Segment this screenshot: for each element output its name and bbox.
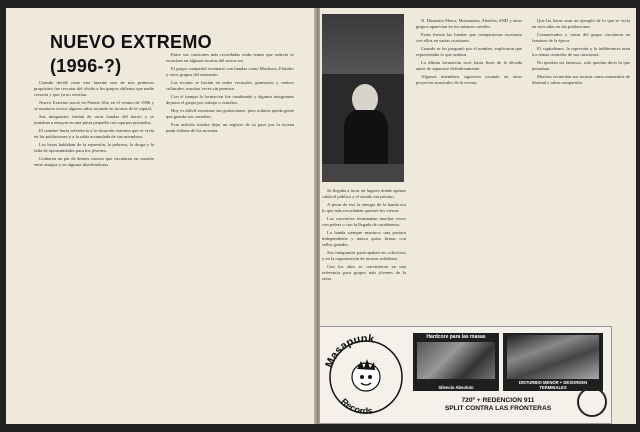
paragraph: Estas fueron las bandas que compartieron escenario con ellos en varias ocasiones.: [416, 31, 522, 44]
ad-headline: [413, 397, 583, 413]
paragraph: El capitalismo, la represión y la indiferencia eran los temas centrales de sus canciones.: [532, 45, 630, 58]
paragraph: Hoy es difícil encontrar sus grabaciones, pero todavía queda gente que guarda sus cassettes.: [166, 107, 294, 119]
paragraph: Las letras hablaban de la represión, la pobreza, la droga y la falta de oportunidades para los jóvenes.: [34, 141, 154, 154]
paragraph: El grupo compartió escenario con bandas como Machuca, Fiskales y otros grupos del momento.: [166, 65, 294, 78]
paragraph: Nuevo Extremo nació en Puente Alto en el verano de 1996 y se mantuvo activo algunos años tocando en tocatas de la capital.: [34, 100, 154, 112]
paragraph: Cuando se les preguntó por el nombre, explicaron que representaba lo que sentían.: [416, 45, 522, 58]
paragraph: Algunos miembros siguieron tocando en otros proyectos musicales de la escena.: [416, 73, 522, 85]
paragraph: Sus integrantes venían de otras bandas del barrio y se juntaban a ensayar en una pieza pequeña con equipos prestados.: [34, 114, 154, 126]
cover-subtitle: DISTURBIO MENOR + DESORDEN TERMINALES: [518, 380, 588, 390]
right-column-3: [532, 18, 630, 318]
paragraph: Muchos recuerdan sus tocatas como momentos de libertad y rabia compartida.: [532, 73, 630, 85]
album-cover-right: [503, 333, 603, 391]
paragraph: El nombre hacía referencia a la situación extrema que se vivía en las poblaciones y a la rabia acumulada de sus miembros.: [34, 127, 154, 140]
paragraph: Sus integrantes participaban en colectivos y en la organización de tocatas solidarias.: [322, 249, 406, 262]
ad-headline-line1: 720º + REDENCION 911: [461, 397, 535, 404]
left-page: [6, 8, 316, 424]
paragraph: Grabaron un par de demos caseros que circularon en cassette entre amigos y en algunas distribuidoras.: [34, 155, 154, 167]
paragraph: A pesar de eso la energía de la banda era lo que más recordaban quienes los vieron.: [322, 201, 406, 214]
article-title-years: (1996-?): [50, 56, 122, 76]
cover-subtitle: Silencio Absoluto: [438, 385, 474, 390]
band-photo: [322, 14, 404, 182]
masapunk-logo-icon: [321, 331, 411, 419]
ad-headline-line2: SPLIT CONTRA LAS FRONTERAS: [444, 405, 552, 412]
right-column-1: [322, 188, 406, 318]
svg-text:Masapunk: Masapunk: [323, 332, 375, 370]
stamp-icon: [577, 387, 607, 417]
left-column-1: [34, 80, 154, 420]
right-page: [320, 8, 636, 424]
paragraph: Con los años se convirtieron en una referencia para grupos más jóvenes de la zona.: [322, 263, 406, 282]
paragraph: Comunicados y cartas del grupo circularon en fanzines de la época.: [532, 31, 630, 44]
paragraph: Con el tiempo la formación fue cambiando y algunos integrantes dejaron el grupo por trabajo o estudios.: [166, 93, 294, 105]
article-title: NUEVO EXTREMO: [50, 32, 212, 52]
cover-title: Hardcore para las masas: [426, 334, 486, 340]
paragraph: Las tocatas se hacían en sedes vecinales, gimnasios y centros culturales, muchas veces sin permiso.: [166, 79, 294, 92]
paragraph: Este artículo intenta dejar un registro de su paso por la escena punk chilena de los noventa.: [166, 121, 294, 133]
paragraph: N. Dinamita Motor, Mortanotas, Abuelos, SND y otros grupos aparecían en los mismos carteles.: [416, 18, 522, 30]
paragraph: Entre sus canciones más recordadas están temas que todavía se escuchan en algunas tocatas del sector sur.: [166, 52, 294, 64]
paragraph: Los conciertos terminaban muchas veces con peleas o con la llegada de carabineros.: [322, 215, 406, 228]
paragraph: No querían ser famosos, solo querían decir lo que pensaban.: [532, 59, 630, 71]
paragraph: Que las letras sean un ejemplo de lo que se vivía en esos años en las poblaciones.: [532, 18, 630, 30]
paragraph: La banda siempre mantuvo una postura independiente y nunca quiso firmar con sellos grandes.: [322, 229, 406, 248]
album-cover-left: [413, 333, 499, 391]
left-column-2: [166, 52, 294, 420]
paragraph: La última formación tocó hasta fines de la década antes de separarse definitivamente.: [416, 59, 522, 71]
right-column-2: [416, 18, 522, 318]
paragraph: Cuando decidí crear este fanzine uno de mis primeros propósitos fue rescatar del olvido a los grupos chilenos que nadie conocía y que ya no existían.: [34, 80, 154, 98]
paragraph: Se llegaba a tocar en lugares donde apenas cabía el público y el sonido era pésimo.: [322, 188, 406, 200]
label-advertisement: [320, 326, 612, 424]
svg-text:Records: Records: [339, 396, 374, 417]
